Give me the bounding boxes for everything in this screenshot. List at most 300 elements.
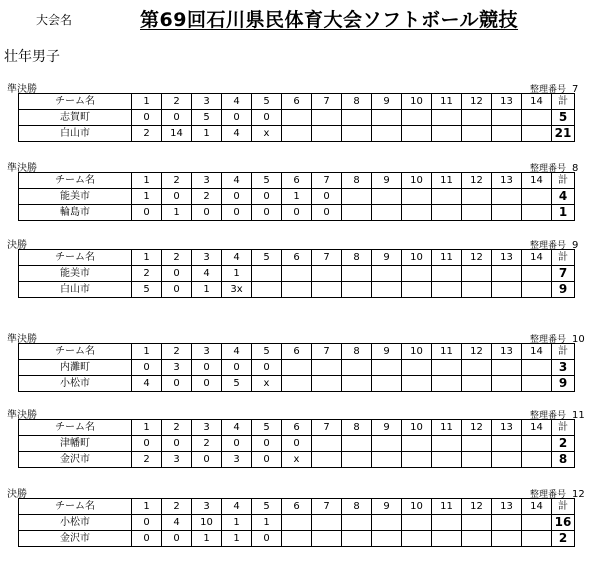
header-row: [19, 173, 575, 189]
inning-score: [492, 205, 522, 221]
inning-score: [372, 452, 402, 468]
inning-score: 0: [192, 360, 222, 376]
inning-header: 1: [132, 173, 162, 189]
inning-score: [312, 126, 342, 142]
game-round-label: 準決勝: [7, 84, 37, 95]
inning-score: 0: [132, 531, 162, 547]
inning-score: [342, 452, 372, 468]
inning-header: 1: [132, 420, 162, 436]
score-table: [18, 93, 575, 142]
inning-header: 13: [492, 250, 522, 266]
inning-score: [372, 531, 402, 547]
inning-score: [402, 266, 432, 282]
team-row: [19, 126, 575, 142]
inning-score: 1: [192, 282, 222, 298]
inning-header: 2: [162, 344, 192, 360]
inning-score: [462, 376, 492, 392]
game-round-label: 準決勝: [7, 334, 37, 345]
inning-header: 2: [162, 173, 192, 189]
inning-score: 3: [222, 452, 252, 468]
inning-score: [432, 126, 462, 142]
inning-header: 9: [372, 499, 402, 515]
inning-score: [522, 376, 552, 392]
inning-score: [462, 531, 492, 547]
inning-score: [522, 110, 552, 126]
inning-score: [522, 360, 552, 376]
inning-score: 0: [252, 531, 282, 547]
team-name: 小松市: [19, 376, 132, 392]
team-total: 8: [552, 452, 575, 468]
inning-score: 4: [132, 376, 162, 392]
inning-score: 1: [162, 205, 192, 221]
score-table: [18, 172, 575, 221]
inning-score: 4: [222, 126, 252, 142]
inning-score: x: [252, 376, 282, 392]
inning-header: 4: [222, 420, 252, 436]
inning-header: 8: [342, 250, 372, 266]
team-header: チーム名: [19, 173, 132, 189]
inning-header: 13: [492, 94, 522, 110]
inning-score: [342, 110, 372, 126]
inning-score: [282, 126, 312, 142]
inning-header: 10: [402, 344, 432, 360]
inning-score: [432, 360, 462, 376]
inning-header: 6: [282, 499, 312, 515]
inning-score: [252, 266, 282, 282]
inning-score: 0: [162, 189, 192, 205]
inning-header: 5: [252, 344, 282, 360]
team-total: 5: [552, 110, 575, 126]
seiri-label: 整理番号: [530, 164, 567, 174]
game-round-label: 決勝: [7, 240, 27, 251]
inning-score: [372, 110, 402, 126]
inning-header: 13: [492, 499, 522, 515]
inning-score: 0: [252, 189, 282, 205]
game-section: [0, 236, 600, 306]
inning-score: 0: [162, 110, 192, 126]
inning-score: [282, 282, 312, 298]
seiri-label: 整理番号: [530, 490, 567, 500]
inning-score: 0: [312, 205, 342, 221]
inning-score: [402, 205, 432, 221]
inning-score: [522, 126, 552, 142]
inning-score: [372, 515, 402, 531]
inning-header: 8: [342, 420, 372, 436]
seiri-value: 10: [572, 334, 585, 345]
inning-score: [522, 452, 552, 468]
inning-score: 0: [312, 189, 342, 205]
team-row: [19, 360, 575, 376]
inning-score: [372, 282, 402, 298]
total-header: 計: [552, 420, 575, 436]
inning-score: 0: [252, 436, 282, 452]
inning-header: 10: [402, 173, 432, 189]
inning-header: 11: [432, 173, 462, 189]
seiri-label: 整理番号: [530, 241, 567, 251]
inning-header: 14: [522, 344, 552, 360]
team-name: 白山市: [19, 126, 132, 142]
inning-header: 3: [192, 420, 222, 436]
inning-score: 5: [132, 282, 162, 298]
inning-header: 9: [372, 94, 402, 110]
game-section: [0, 406, 600, 476]
inning-score: 2: [132, 126, 162, 142]
inning-score: 0: [132, 110, 162, 126]
inning-score: [372, 189, 402, 205]
inning-score: 0: [132, 205, 162, 221]
inning-score: [402, 515, 432, 531]
inning-score: x: [252, 126, 282, 142]
inning-score: [402, 376, 432, 392]
inning-score: [402, 110, 432, 126]
inning-score: 0: [192, 205, 222, 221]
inning-score: 2: [192, 436, 222, 452]
inning-score: [462, 205, 492, 221]
inning-score: [402, 282, 432, 298]
inning-score: [462, 452, 492, 468]
team-row: [19, 376, 575, 392]
inning-score: 0: [192, 376, 222, 392]
inning-header: 13: [492, 344, 522, 360]
inning-header: 11: [432, 94, 462, 110]
inning-header: 9: [372, 250, 402, 266]
inning-score: [282, 266, 312, 282]
inning-score: 0: [162, 266, 192, 282]
inning-score: [492, 189, 522, 205]
inning-score: 0: [282, 205, 312, 221]
seiri-value: 7: [572, 84, 579, 95]
inning-header: 8: [342, 94, 372, 110]
inning-header: 9: [372, 173, 402, 189]
inning-score: 0: [162, 436, 192, 452]
inning-score: [432, 452, 462, 468]
inning-score: [402, 126, 432, 142]
inning-score: [342, 531, 372, 547]
seiri-value: 12: [572, 489, 585, 500]
inning-score: [402, 360, 432, 376]
inning-header: 1: [132, 499, 162, 515]
inning-header: 4: [222, 499, 252, 515]
inning-score: [462, 360, 492, 376]
inning-score: [312, 515, 342, 531]
inning-header: 13: [492, 173, 522, 189]
inning-header: 14: [522, 420, 552, 436]
inning-header: 14: [522, 250, 552, 266]
inning-score: [522, 531, 552, 547]
inning-score: [432, 376, 462, 392]
team-total: 2: [552, 436, 575, 452]
seiri-value: 9: [572, 240, 579, 251]
team-total: 1: [552, 205, 575, 221]
inning-score: [462, 126, 492, 142]
inning-score: [402, 189, 432, 205]
team-name: 金沢市: [19, 452, 132, 468]
inning-header: 11: [432, 250, 462, 266]
team-row: [19, 110, 575, 126]
inning-score: [492, 376, 522, 392]
team-total: 3: [552, 360, 575, 376]
inning-score: 3: [162, 360, 192, 376]
inning-header: 2: [162, 250, 192, 266]
inning-header: 3: [192, 250, 222, 266]
game-section: [0, 485, 600, 555]
inning-header: 12: [462, 250, 492, 266]
inning-score: [522, 189, 552, 205]
inning-score: [402, 452, 432, 468]
inning-score: [342, 189, 372, 205]
inning-score: [432, 436, 462, 452]
inning-score: [462, 515, 492, 531]
game-section: [0, 80, 600, 150]
team-header: チーム名: [19, 344, 132, 360]
page-title: 第69回石川県民体育大会ソフトボール競技: [140, 9, 519, 31]
inning-score: [432, 515, 462, 531]
team-total: 4: [552, 189, 575, 205]
team-row: [19, 205, 575, 221]
inning-header: 1: [132, 94, 162, 110]
inning-header: 14: [522, 173, 552, 189]
team-row: [19, 531, 575, 547]
inning-score: 0: [252, 110, 282, 126]
inning-score: x: [282, 452, 312, 468]
inning-score: [342, 266, 372, 282]
team-name: 能美市: [19, 189, 132, 205]
tournament-name-label: 大会名: [36, 13, 73, 27]
total-header: 計: [552, 499, 575, 515]
header-row: [19, 94, 575, 110]
seiri-value: 8: [572, 163, 579, 174]
team-name: 輪島市: [19, 205, 132, 221]
inning-score: [462, 110, 492, 126]
inning-header: 3: [192, 94, 222, 110]
inning-score: 14: [162, 126, 192, 142]
inning-header: 5: [252, 250, 282, 266]
inning-score: [522, 266, 552, 282]
inning-score: [462, 189, 492, 205]
inning-score: [492, 126, 522, 142]
inning-header: 3: [192, 344, 222, 360]
inning-header: 4: [222, 173, 252, 189]
inning-score: 1: [222, 266, 252, 282]
inning-score: [342, 360, 372, 376]
score-table: [18, 419, 575, 468]
inning-score: 0: [282, 436, 312, 452]
team-total: 9: [552, 376, 575, 392]
inning-header: 4: [222, 250, 252, 266]
game-section: [0, 159, 600, 229]
inning-score: [432, 205, 462, 221]
inning-header: 6: [282, 94, 312, 110]
inning-header: 5: [252, 94, 282, 110]
inning-score: [372, 436, 402, 452]
header-row: [19, 250, 575, 266]
inning-score: 0: [222, 189, 252, 205]
header-row: [19, 420, 575, 436]
inning-score: [282, 110, 312, 126]
inning-header: 9: [372, 420, 402, 436]
inning-header: 7: [312, 344, 342, 360]
inning-header: 13: [492, 420, 522, 436]
inning-header: 14: [522, 94, 552, 110]
inning-score: 0: [132, 515, 162, 531]
inning-score: [462, 266, 492, 282]
team-name: 能美市: [19, 266, 132, 282]
inning-score: [522, 515, 552, 531]
inning-score: [312, 376, 342, 392]
score-table: [18, 498, 575, 547]
inning-header: 6: [282, 344, 312, 360]
team-total: 16: [552, 515, 575, 531]
inning-score: [342, 282, 372, 298]
team-total: 21: [552, 126, 575, 142]
inning-score: [432, 110, 462, 126]
inning-header: 12: [462, 94, 492, 110]
category-label: 壮年男子: [4, 49, 60, 65]
team-header: チーム名: [19, 499, 132, 515]
inning-header: 12: [462, 420, 492, 436]
total-header: 計: [552, 250, 575, 266]
inning-score: [492, 266, 522, 282]
inning-score: 2: [132, 266, 162, 282]
inning-header: 1: [132, 344, 162, 360]
team-name: 内灘町: [19, 360, 132, 376]
team-row: [19, 282, 575, 298]
inning-header: 4: [222, 94, 252, 110]
inning-header: 12: [462, 173, 492, 189]
inning-score: [402, 436, 432, 452]
inning-header: 7: [312, 94, 342, 110]
inning-header: 11: [432, 499, 462, 515]
inning-score: [342, 205, 372, 221]
inning-score: [312, 360, 342, 376]
team-total: 7: [552, 266, 575, 282]
inning-score: 0: [192, 452, 222, 468]
inning-score: 0: [222, 360, 252, 376]
score-table: [18, 343, 575, 392]
inning-header: 8: [342, 173, 372, 189]
inning-score: 0: [162, 376, 192, 392]
inning-score: 1: [252, 515, 282, 531]
score-table: [18, 249, 575, 298]
team-name: 小松市: [19, 515, 132, 531]
inning-score: 0: [162, 531, 192, 547]
inning-score: [492, 360, 522, 376]
inning-score: [522, 205, 552, 221]
inning-score: [312, 452, 342, 468]
team-name: 志賀町: [19, 110, 132, 126]
inning-score: 2: [132, 452, 162, 468]
inning-score: [372, 376, 402, 392]
inning-score: 0: [252, 452, 282, 468]
inning-score: [432, 189, 462, 205]
seiri-value: 11: [572, 410, 585, 421]
game-round-label: 準決勝: [7, 163, 37, 174]
game-round-label: 準決勝: [7, 410, 37, 421]
team-row: [19, 436, 575, 452]
inning-score: [492, 515, 522, 531]
inning-score: [342, 515, 372, 531]
inning-header: 10: [402, 499, 432, 515]
inning-header: 14: [522, 499, 552, 515]
inning-score: [462, 436, 492, 452]
seiri-label: 整理番号: [530, 335, 567, 345]
inning-score: [492, 282, 522, 298]
inning-header: 3: [192, 499, 222, 515]
inning-score: [372, 205, 402, 221]
inning-header: 8: [342, 344, 372, 360]
total-header: 計: [552, 173, 575, 189]
inning-score: 1: [192, 126, 222, 142]
inning-header: 10: [402, 250, 432, 266]
inning-score: [342, 436, 372, 452]
team-header: チーム名: [19, 94, 132, 110]
inning-header: 8: [342, 499, 372, 515]
inning-header: 10: [402, 420, 432, 436]
inning-header: 6: [282, 250, 312, 266]
inning-score: 1: [192, 531, 222, 547]
team-row: [19, 515, 575, 531]
inning-score: [402, 531, 432, 547]
inning-score: [372, 360, 402, 376]
team-name: 津幡町: [19, 436, 132, 452]
inning-header: 5: [252, 499, 282, 515]
inning-score: [312, 531, 342, 547]
inning-score: [492, 110, 522, 126]
team-header: チーム名: [19, 420, 132, 436]
inning-header: 2: [162, 94, 192, 110]
inning-score: [372, 266, 402, 282]
inning-score: 4: [192, 266, 222, 282]
team-total: 9: [552, 282, 575, 298]
inning-score: [492, 531, 522, 547]
inning-score: 1: [222, 515, 252, 531]
inning-score: [432, 531, 462, 547]
inning-score: [342, 126, 372, 142]
inning-score: 1: [282, 189, 312, 205]
team-row: [19, 452, 575, 468]
inning-header: 2: [162, 420, 192, 436]
inning-score: 1: [222, 531, 252, 547]
inning-score: [492, 452, 522, 468]
inning-score: 0: [162, 282, 192, 298]
inning-header: 7: [312, 420, 342, 436]
inning-score: 0: [252, 360, 282, 376]
inning-score: [312, 436, 342, 452]
inning-header: 7: [312, 173, 342, 189]
inning-header: 5: [252, 420, 282, 436]
inning-header: 5: [252, 173, 282, 189]
inning-header: 7: [312, 499, 342, 515]
team-name: 金沢市: [19, 531, 132, 547]
inning-score: 3x: [222, 282, 252, 298]
inning-header: 9: [372, 344, 402, 360]
inning-score: 0: [222, 110, 252, 126]
game-round-label: 決勝: [7, 489, 27, 500]
inning-score: [282, 515, 312, 531]
inning-score: [462, 282, 492, 298]
inning-score: 5: [222, 376, 252, 392]
inning-header: 12: [462, 499, 492, 515]
team-header: チーム名: [19, 250, 132, 266]
inning-score: 3: [162, 452, 192, 468]
inning-score: [312, 110, 342, 126]
inning-score: 0: [132, 436, 162, 452]
inning-score: [312, 282, 342, 298]
inning-header: 6: [282, 420, 312, 436]
inning-score: 2: [192, 189, 222, 205]
seiri-label: 整理番号: [530, 411, 567, 421]
inning-score: 10: [192, 515, 222, 531]
